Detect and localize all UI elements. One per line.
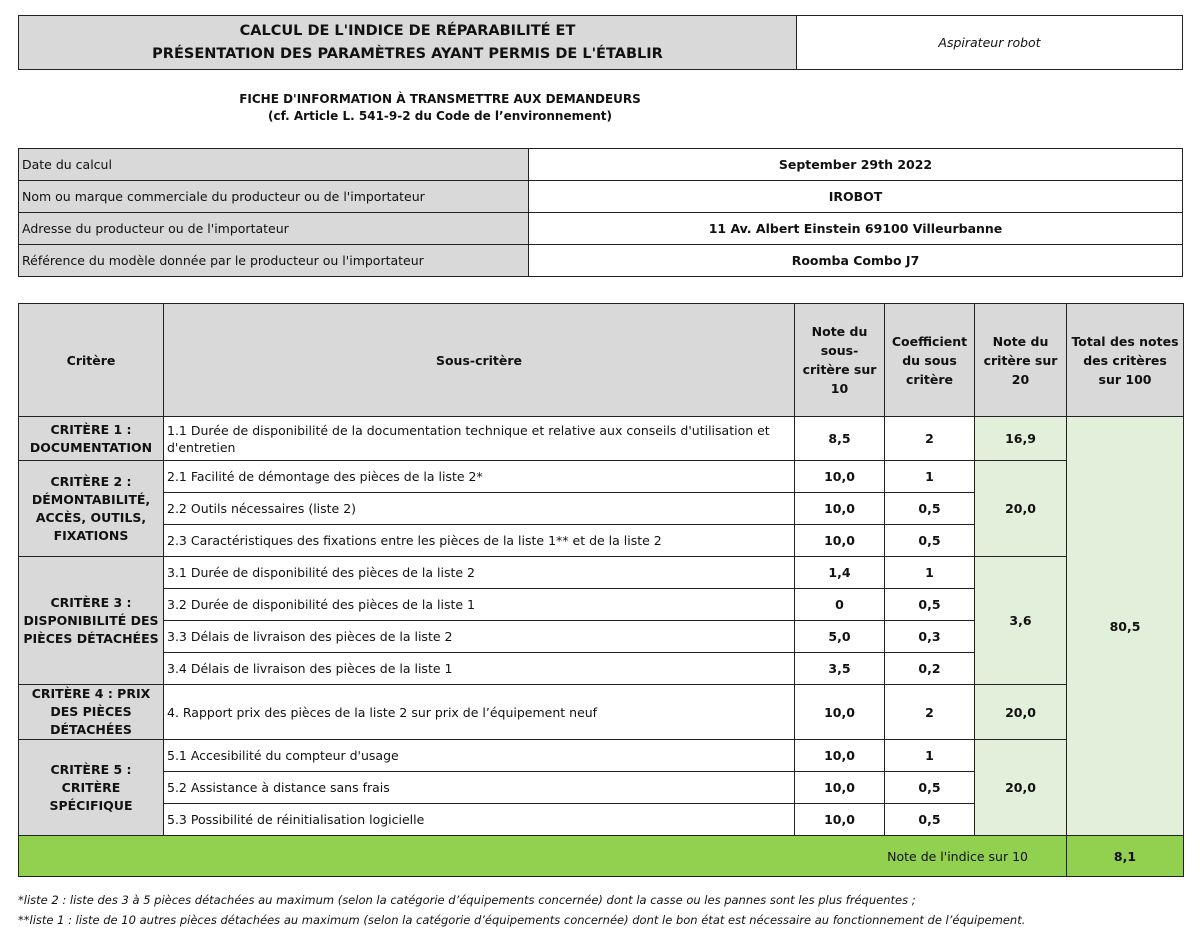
- info-label: Adresse du producteur ou de l'importateur: [19, 213, 529, 245]
- final-score-value: 8,1: [1067, 836, 1184, 877]
- sub-criterion-coefficient: 0,5: [885, 493, 975, 525]
- criterion-score: 3,6: [975, 557, 1067, 685]
- criterion-name: CRITÈRE 5 : CRITÈRE SPÉCIFIQUE: [19, 740, 164, 836]
- info-row: [19, 149, 1183, 181]
- table-row: [19, 685, 1184, 740]
- info-value: Roomba Combo J7: [529, 245, 1183, 277]
- header-table: [18, 15, 1183, 70]
- sub-criterion-coefficient: 0,3: [885, 621, 975, 653]
- info-row: [19, 245, 1183, 277]
- criterion-name: CRITÈRE 1 : DOCUMENTATION: [19, 417, 164, 461]
- criterion-name: CRITÈRE 2 : DÉMONTABILITÉ, ACCÈS, OUTILS, FIXATIONS: [19, 461, 164, 557]
- info-label: Nom ou marque commerciale du producteur ou de l'importateur: [19, 181, 529, 213]
- sub-criterion-coefficient: 1: [885, 740, 975, 772]
- sub-criterion-label: 3.3 Délais de livraison des pièces de la liste 2: [164, 621, 795, 653]
- col-header-critere: Critère: [19, 304, 164, 417]
- table-row: [19, 740, 1184, 772]
- sub-criterion-note: 10,0: [795, 740, 885, 772]
- sub-criterion-label: 5.3 Possibilité de réinitialisation logicielle: [164, 804, 795, 836]
- table-header-row: [19, 304, 1184, 417]
- title-line-1: CALCUL DE L'INDICE DE RÉPARABILITÉ ET: [239, 22, 576, 39]
- criterion-score: 20,0: [975, 685, 1067, 740]
- sub-criterion-label: 2.1 Facilité de démontage des pièces de la liste 2*: [164, 461, 795, 493]
- sub-criterion-label: 3.4 Délais de livraison des pièces de la liste 1: [164, 653, 795, 685]
- sub-criterion-coefficient: 0,2: [885, 653, 975, 685]
- final-score-label: Note de l'indice sur 10: [19, 836, 1067, 877]
- sub-criterion-note: 10,0: [795, 493, 885, 525]
- sub-criterion-note: 5,0: [795, 621, 885, 653]
- sub-criterion-label: 3.2 Durée de disponibilité des pièces de la liste 1: [164, 589, 795, 621]
- sub-criterion-note: 10,0: [795, 685, 885, 740]
- sub-criterion-note: 10,0: [795, 525, 885, 557]
- page-title: [19, 16, 797, 70]
- product-type: Aspirateur robot: [797, 16, 1183, 70]
- criterion-name: CRITÈRE 3 : DISPONIBILITÉ DES PIÈCES DÉTACHÉES: [19, 557, 164, 685]
- subtitle: [0, 91, 880, 125]
- sub-criterion-label: 5.1 Accesibilité du compteur d'usage: [164, 740, 795, 772]
- sub-criterion-coefficient: 2: [885, 417, 975, 461]
- table-row: [19, 461, 1184, 493]
- sub-criterion-coefficient: 1: [885, 557, 975, 589]
- footnote-liste-2: *liste 2 : liste des 3 à 5 pièces détachées au maximum (selon la catégorie d’équipements concernée) dont la casse ou les pannes sont les plus fréquentes ;: [18, 893, 916, 907]
- sub-criterion-label: 2.2 Outils nécessaires (liste 2): [164, 493, 795, 525]
- sub-criterion-note: 0: [795, 589, 885, 621]
- sub-criterion-note: 10,0: [795, 461, 885, 493]
- sub-criterion-coefficient: 2: [885, 685, 975, 740]
- col-header-note-sous-critere: Note du sous-critère sur 10: [795, 304, 885, 417]
- footnote-liste-1: **liste 1 : liste de 10 autres pièces détachées au maximum (selon la catégorie d’équipements concernée) dont le bon état est nécessaire au fonctionnement de l’équipement.: [18, 913, 1026, 927]
- sub-criterion-label: 2.3 Caractéristiques des fixations entre les pièces de la liste 1** et de la liste 2: [164, 525, 795, 557]
- sub-criterion-coefficient: 1: [885, 461, 975, 493]
- info-label: Référence du modèle donnée par le producteur ou l'importateur: [19, 245, 529, 277]
- col-header-sous-critere: Sous-critère: [164, 304, 795, 417]
- sub-criterion-label: 5.2 Assistance à distance sans frais: [164, 772, 795, 804]
- col-header-total: Total des notes des critères sur 100: [1067, 304, 1184, 417]
- title-line-2: PRÉSENTATION DES PARAMÈTRES AYANT PERMIS DE L'ÉTABLIR: [152, 45, 663, 62]
- criterion-score: 20,0: [975, 740, 1067, 836]
- sub-criterion-coefficient: 0,5: [885, 589, 975, 621]
- grand-total: 80,5: [1067, 417, 1184, 836]
- table-row: [19, 557, 1184, 589]
- subtitle-line-2: (cf. Article L. 541-9-2 du Code de l’environnement): [267, 109, 613, 123]
- criterion-score: 20,0: [975, 461, 1067, 557]
- sub-criterion-note: 10,0: [795, 804, 885, 836]
- subtitle-line-1: FICHE D'INFORMATION À TRANSMETTRE AUX DEMANDEURS: [239, 92, 641, 106]
- col-header-note-critere: Note du critère sur 20: [975, 304, 1067, 417]
- criterion-name: CRITÈRE 4 : PRIX DES PIÈCES DÉTACHÉES: [19, 685, 164, 740]
- sub-criterion-note: 1,4: [795, 557, 885, 589]
- info-row: [19, 213, 1183, 245]
- info-table: [18, 148, 1183, 277]
- sub-criterion-label: 1.1 Durée de disponibilité de la documentation technique et relative aux conseils d'utilisation et d'entretien: [164, 417, 795, 461]
- table-row: [19, 417, 1184, 461]
- sub-criterion-coefficient: 0,5: [885, 772, 975, 804]
- sub-criterion-label: 3.1 Durée de disponibilité des pièces de la liste 2: [164, 557, 795, 589]
- info-value: IROBOT: [529, 181, 1183, 213]
- info-label: Date du calcul: [19, 149, 529, 181]
- sub-criterion-coefficient: 0,5: [885, 804, 975, 836]
- criterion-score: 16,9: [975, 417, 1067, 461]
- final-score-row: [19, 836, 1184, 877]
- col-header-coefficient: Coefficient du sous critère: [885, 304, 975, 417]
- info-value: 11 Av. Albert Einstein 69100 Villeurbanne: [529, 213, 1183, 245]
- sub-criterion-label: 4. Rapport prix des pièces de la liste 2 sur prix de l’équipement neuf: [164, 685, 795, 740]
- info-row: [19, 181, 1183, 213]
- sub-criterion-note: 8,5: [795, 417, 885, 461]
- sub-criterion-coefficient: 0,5: [885, 525, 975, 557]
- sub-criterion-note: 10,0: [795, 772, 885, 804]
- info-value: September 29th 2022: [529, 149, 1183, 181]
- criteria-table: [18, 303, 1184, 877]
- sub-criterion-note: 3,5: [795, 653, 885, 685]
